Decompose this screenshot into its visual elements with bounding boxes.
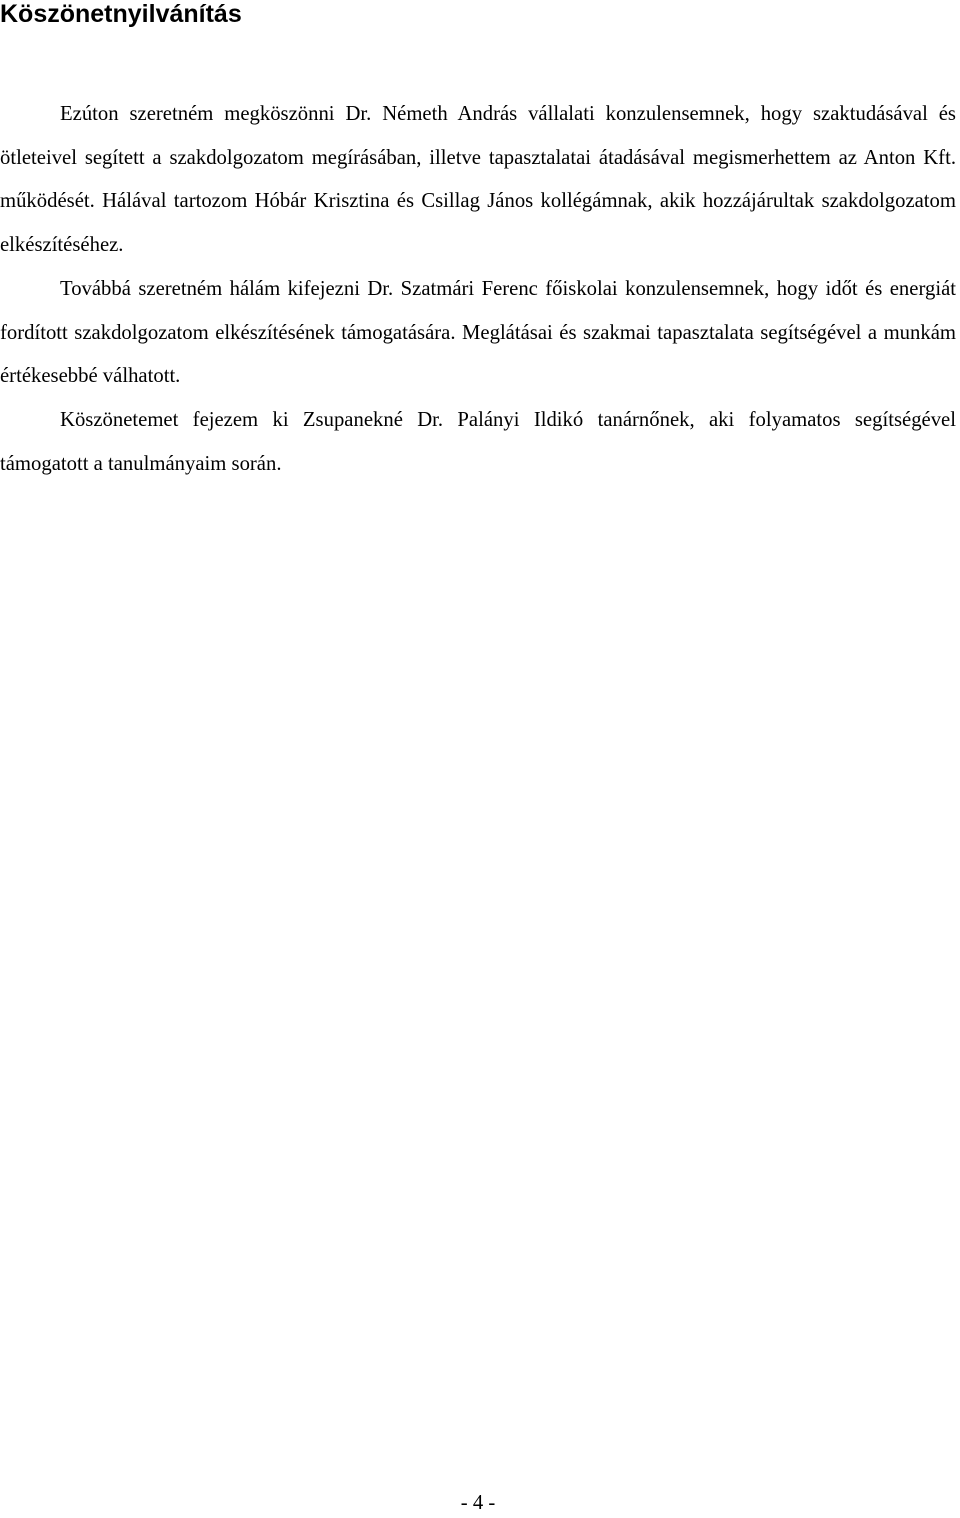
page-number: - 4 - — [460, 1492, 496, 1514]
paragraph: Továbbá szeretném hálám kifejezni Dr. Szatmári Ferenc főiskolai konzulensemnek, hogy időt és energiát fordított szakdolgozatom elkészítésének támogatására. Meglátásai és szakmai tapasztalata segítségével a munkám értékesebbé válhatott. — [0, 277, 956, 388]
paragraph: Ezúton szeretném megköszönni Dr. Németh András vállalati konzulensemnek, hogy szaktudásával és ötleteivel segített a szakdolgozatom megírásában, illetve tapasztalatai átadásával megismerhettem az Anton Kft. működését. Hálával tartozom Hóbár Krisztina és Csillag János kollégámnak, akik hozzájárultak szakdolgozatom elkészítéséhez. — [0, 103, 956, 257]
paragraph: Köszönetemet fejezem ki Zsupanekné Dr. Palányi Ildikó tanárnőnek, aki folyamatos segítségével támogatott a tanulmányaim során. — [0, 408, 956, 475]
page-title: Köszönetnyilvánítás — [0, 0, 242, 28]
acknowledgement-body — [0, 93, 956, 486]
